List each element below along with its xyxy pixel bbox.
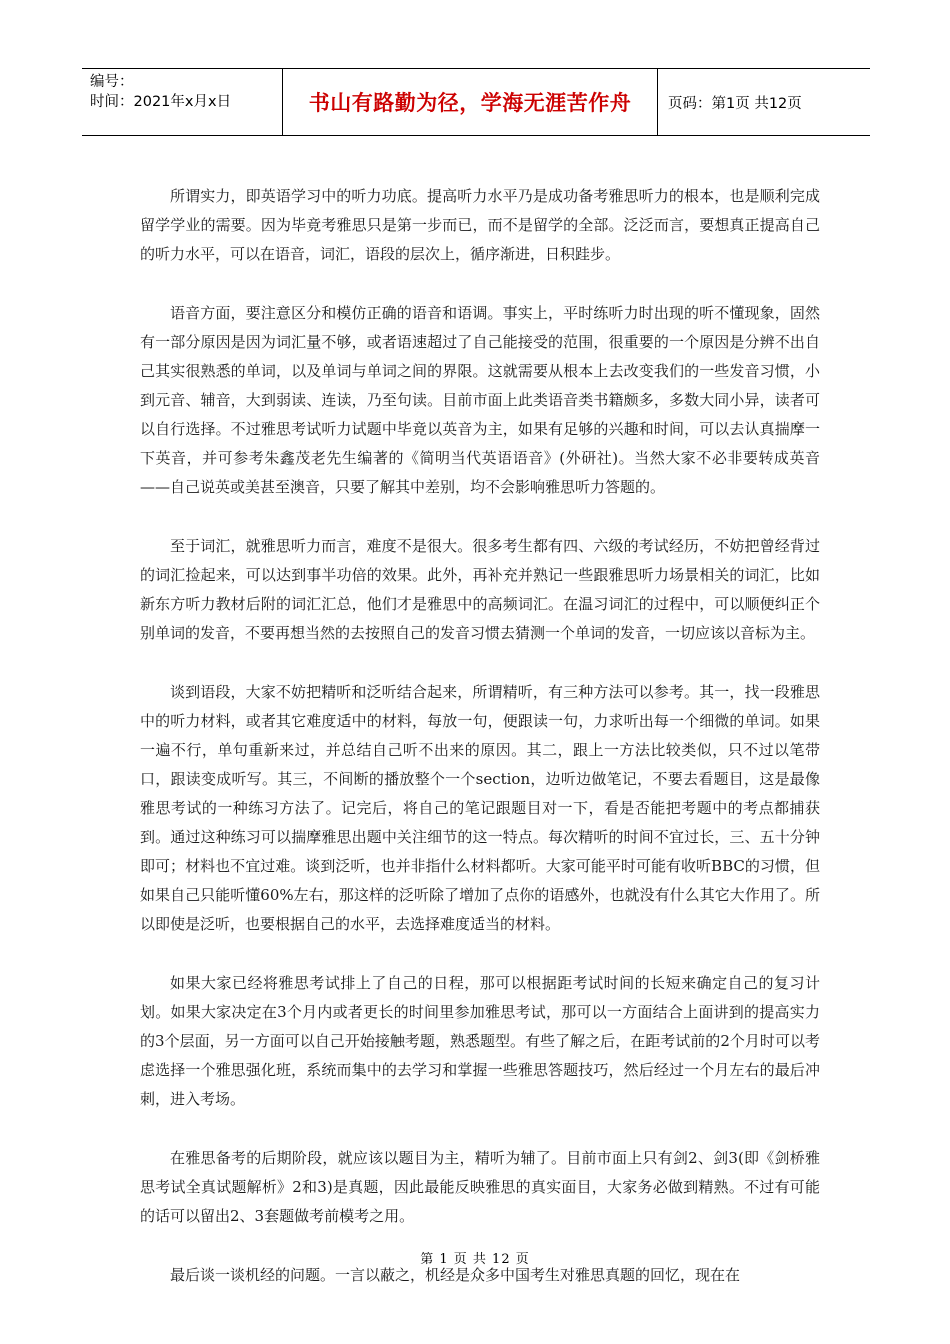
paragraph-machine-recall: 最后谈一谈机经的问题。一言以蔽之，机经是众多中国考生对雅思真题的回忆，现在在	[170, 1266, 741, 1284]
paragraph-study-plan: 如果大家已经将雅思考试排上了自己的日程，那可以根据距考试时间的长短来确定自己的复习计划。如果大家决定在3个月内或者更长的时间里参加雅思考试，那可以一方面结合上面讲到的提高实力的3个层面，另一方面可以自己开始接触考题，熟悉题型。有些了解之后，在距考试前的2个月时可以考虑选择一个雅思强化班，系统而集中的去学习和掌握一些雅思答题技巧，然后经过一个月左右的最后冲刺，进入考场。	[140, 974, 820, 1108]
footer-page-number: 第 1 页 共 12 页	[420, 1252, 530, 1267]
header-page-info	[658, 69, 870, 135]
document-body	[140, 182, 820, 1320]
header-page-number: 页码：第1页 共12页	[668, 95, 802, 112]
header-motto-cell	[282, 69, 658, 135]
paragraph-strength: 所谓实力，即英语学习中的听力功底。提高听力水平乃是成功备考雅思听力的根本，也是顺利完成留学学业的需要。因为毕竟考雅思只是第一步而已，而不是留学的全部。泛泛而言，要想真正提高自己的听力水平，可以在语音，词汇，语段的层次上，循序渐进，日积跬步。	[140, 187, 820, 263]
document-number-label: 编号：	[90, 74, 134, 90]
paragraph-pronunciation: 语音方面，要注意区分和模仿正确的语音和语调。事实上，平时练听力时出现的听不懂现象，固然有一部分原因是因为词汇量不够，或者语速超过了自己能接受的范围，很重要的一个原因是分辨不出自己其实很熟悉的单词，以及单词与单词之间的界限。这就需要从根本上去改变我们的一些发音习惯，小到元音、辅音，大到弱读、连读，乃至句读。目前市面上此类语音类书籍颇多，多数大同小异，读者可以自行选择。不过雅思考试听力试题中毕竟以英音为主，如果有足够的兴趣和时间，可以去认真揣摩一下英音，并可参考朱鑫茂老先生编著的《简明当代英语语音》(外研社)。当然大家不必非要转成英音——自己说英或美甚至澳音，只要了解其中差别，均不会影响雅思听力答题的。	[140, 304, 820, 496]
page-footer	[0, 1248, 950, 1267]
document-time-label: 时间：2021年x月x日	[90, 94, 232, 110]
paragraph-passages: 谈到语段，大家不妨把精听和泛听结合起来，所谓精听，有三种方法可以参考。其一，找一段雅思中的听力材料，或者其它难度适中的材料，每放一句，便跟读一句，力求听出每一个细微的单词。如果一遍不行，单句重新来过，并总结自己听不出来的原因。其二，跟上一方法比较类似，只不过以笔带口，跟读变成听写。其三，不间断的播放整个一个section，边听边做笔记，不要去看题目，这是最像雅思考试的一种练习方法了。记完后，将自己的笔记跟题目对一下，看是否能把考题中的考点都捕获到。通过这种练习可以揣摩雅思出题中关注细节的这一特点。每次精听的时间不宜过长，三、五十分钟即可；材料也不宜过难。谈到泛听，也并非指什么材料都听。大家可能平时可能有收听BBC的习惯，但如果自己只能听懂60%左右，那这样的泛听除了增加了点你的语感外，也就没有什么其它大作用了。所以即使是泛听，也要根据自己的水平，去选择难度适当的材料。	[140, 683, 820, 933]
page-header	[82, 68, 870, 136]
header-motto: 书山有路勤为径，学海无涯苦作舟	[308, 91, 632, 115]
paragraph-late-stage: 在雅思备考的后期阶段，就应该以题目为主，精听为辅了。目前市面上只有剑2、剑3(即《剑桥雅思考试全真试题解析》2和3)是真题，因此最能反映雅思的真实面目，大家务必做到精熟。不过有可能的话可以留出2、3套题做考前模考之用。	[140, 1149, 820, 1225]
header-meta	[82, 69, 282, 135]
paragraph-vocabulary: 至于词汇，就雅思听力而言，难度不是很大。很多考生都有四、六级的考试经历，不妨把曾经背过的词汇捡起来，可以达到事半功倍的效果。此外，再补充并熟记一些跟雅思听力场景相关的词汇，比如新东方听力教材后附的词汇汇总，他们才是雅思中的高频词汇。在温习词汇的过程中，可以顺便纠正个别单词的发音，不要再想当然的去按照自己的发音习惯去猜测一个单词的发音，一切应该以音标为主。	[140, 537, 820, 642]
